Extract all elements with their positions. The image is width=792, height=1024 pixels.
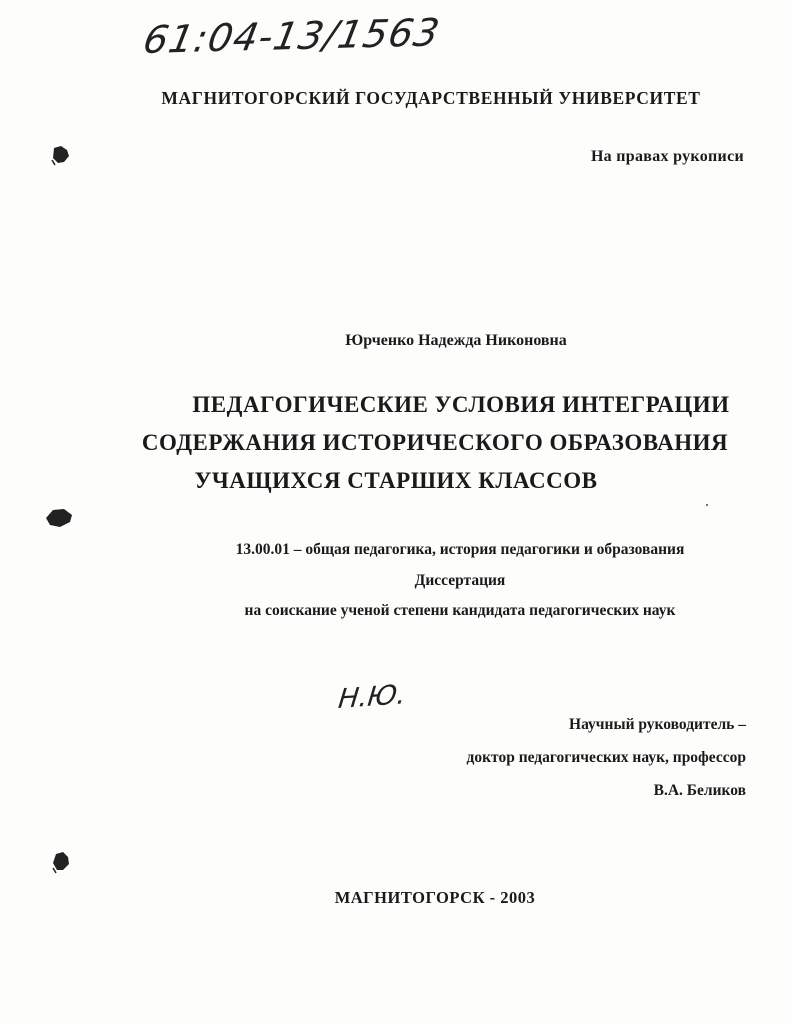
specialty-code: 13.00.01 – общая педагогика, история педагогики и образования bbox=[235, 541, 685, 558]
binding-hole-mark-bottom bbox=[50, 850, 72, 874]
binding-hole-mark-top bbox=[50, 144, 72, 166]
title-line-2: СОДЕРЖАНИЯ ИСТОРИЧЕСКОГО ОБРАЗОВАНИЯ bbox=[141, 430, 729, 455]
supervisor-credentials: доктор педагогических наук, профессор bbox=[466, 749, 746, 766]
binding-hole-mark-middle bbox=[44, 506, 74, 530]
degree-sought: на соискание ученой степени кандидата педагогических наук bbox=[244, 602, 676, 619]
handwritten-initials: Н.Ю. bbox=[336, 679, 408, 715]
supervisor-role: Научный руководитель – bbox=[569, 716, 746, 733]
supervisor-name: В.А. Беликов bbox=[653, 782, 746, 799]
supervisor-block bbox=[467, 708, 746, 807]
document-type: Диссертация bbox=[414, 572, 506, 589]
dissertation-title bbox=[0, 386, 792, 500]
author-name: Юрченко Надежда Никоновна bbox=[345, 332, 567, 349]
title-line-1: ПЕДАГОГИЧЕСКИЕ УСЛОВИЯ ИНТЕГРАЦИИ bbox=[192, 392, 730, 417]
city-and-year: МАГНИТОГОРСК - 2003 bbox=[334, 888, 536, 907]
university-name: МАГНИТОГОРСКИЙ ГОСУДАРСТВЕННЫЙ УНИВЕРСИТЕТ bbox=[161, 88, 701, 108]
archive-code-handwritten: 61:04-13/1563 bbox=[139, 10, 444, 62]
title-line-3: УЧАЩИХСЯ СТАРШИХ КЛАССОВ bbox=[194, 468, 598, 493]
paper-speck bbox=[706, 504, 708, 506]
manuscript-rights-note: На правах рукописи bbox=[590, 148, 744, 165]
